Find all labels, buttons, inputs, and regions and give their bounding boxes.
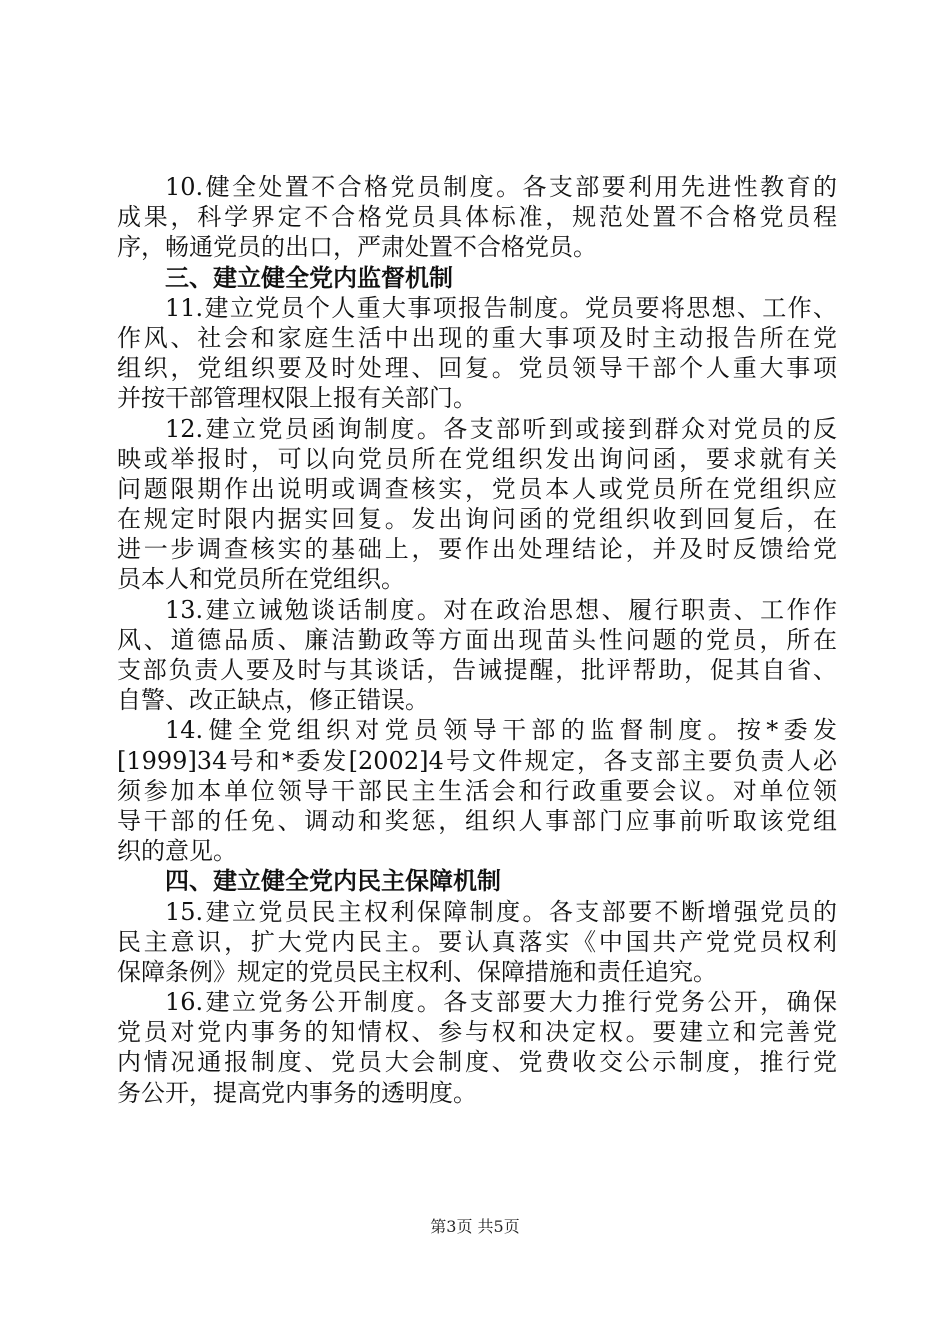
text-line: 党员对党内事务的知情权、参与权和决定权。要建立和完善党	[117, 1018, 837, 1047]
text-line: 进一步调查核实的基础上，要作出处理结论，并及时反馈给党	[117, 535, 837, 564]
text-line: 10.健全处置不合格党员制度。各支部要利用先进性教育的	[165, 173, 837, 201]
text-line: 成果，科学界定不合格党员具体标准，规范处置不合格党员程	[117, 203, 837, 232]
paragraph-13	[117, 595, 837, 716]
text-line: 12.建立党员函询制度。各支部听到或接到群众对党员的反	[165, 414, 837, 443]
paragraph-11	[117, 293, 837, 414]
paragraph-10	[117, 172, 837, 263]
paragraph-12	[117, 414, 837, 595]
paragraph-14	[117, 715, 837, 866]
text-line: 保障条例》规定的党员民主权利、保障措施和责任追究。	[117, 957, 717, 986]
paragraph-15	[117, 897, 837, 988]
text-line: 并按干部管理权限上报有关部门。	[117, 384, 477, 413]
text-line: 务公开，提高党内事务的透明度。	[117, 1078, 477, 1107]
text-line: 内情况通报制度、党员大会制度、党费收交公示制度，推行党	[117, 1048, 837, 1077]
text-line: 13.建立诫勉谈话制度。对在政治思想、履行职责、工作作	[165, 595, 837, 624]
paragraph-16	[117, 987, 837, 1108]
page-number-footer: 第3页 共5页	[430, 1217, 520, 1236]
section-heading-4: 四、建立健全党内民主保障机制	[165, 867, 501, 896]
text-line: 15.建立党员民主权利保障制度。各支部要不断增强党员的	[165, 897, 837, 926]
text-line: 映或举报时，可以向党员所在党组织发出询问函，要求就有关	[117, 444, 837, 473]
text-line: 作风、社会和家庭生活中出现的重大事项及时主动报告所在党	[117, 323, 837, 352]
text-line: 须参加本单位领导干部民主生活会和行政重要会议。对单位领	[117, 776, 837, 805]
text-line: 序，畅通党员的出口，严肃处置不合格党员。	[117, 233, 597, 262]
text-line: 自警、改正缺点，修正错误。	[117, 686, 429, 715]
text-line: 民主意识，扩大党内民主。要认真落实《中国共产党党员权利	[117, 927, 837, 956]
text-line: 14.健全党组织对党员领导干部的监督制度。按*委发	[165, 716, 837, 745]
text-line: 支部负责人要及时与其谈话，告诫提醒，批评帮助，促其自省、	[117, 656, 837, 684]
document-body	[117, 172, 837, 1108]
text-line: 11.建立党员个人重大事项报告制度。党员要将思想、工作、	[165, 293, 837, 322]
text-line: 问题限期作出说明或调查核实，党员本人或党员所在党组织应	[117, 474, 837, 503]
text-line: [1999]34号和*委发[2002]4号文件规定，各支部主要负责人必	[117, 746, 837, 775]
text-line: 风、道德品质、廉洁勤政等方面出现苗头性问题的党员，所在	[117, 625, 837, 654]
text-line: 导干部的任免、调动和奖惩，组织人事部门应事前听取该党组	[117, 806, 837, 835]
text-line: 织的意见。	[117, 837, 237, 866]
section-heading-3: 三、建立健全党内监督机制	[165, 263, 453, 292]
text-line: 员本人和党员所在党组织。	[117, 565, 405, 594]
text-line: 16.建立党务公开制度。各支部要大力推行党务公开，确保	[165, 988, 837, 1017]
text-line: 组织，党组织要及时处理、回复。党员领导干部个人重大事项	[117, 354, 837, 383]
text-line: 在规定时限内据实回复。发出询问函的党组织收到回复后，在	[117, 505, 837, 534]
